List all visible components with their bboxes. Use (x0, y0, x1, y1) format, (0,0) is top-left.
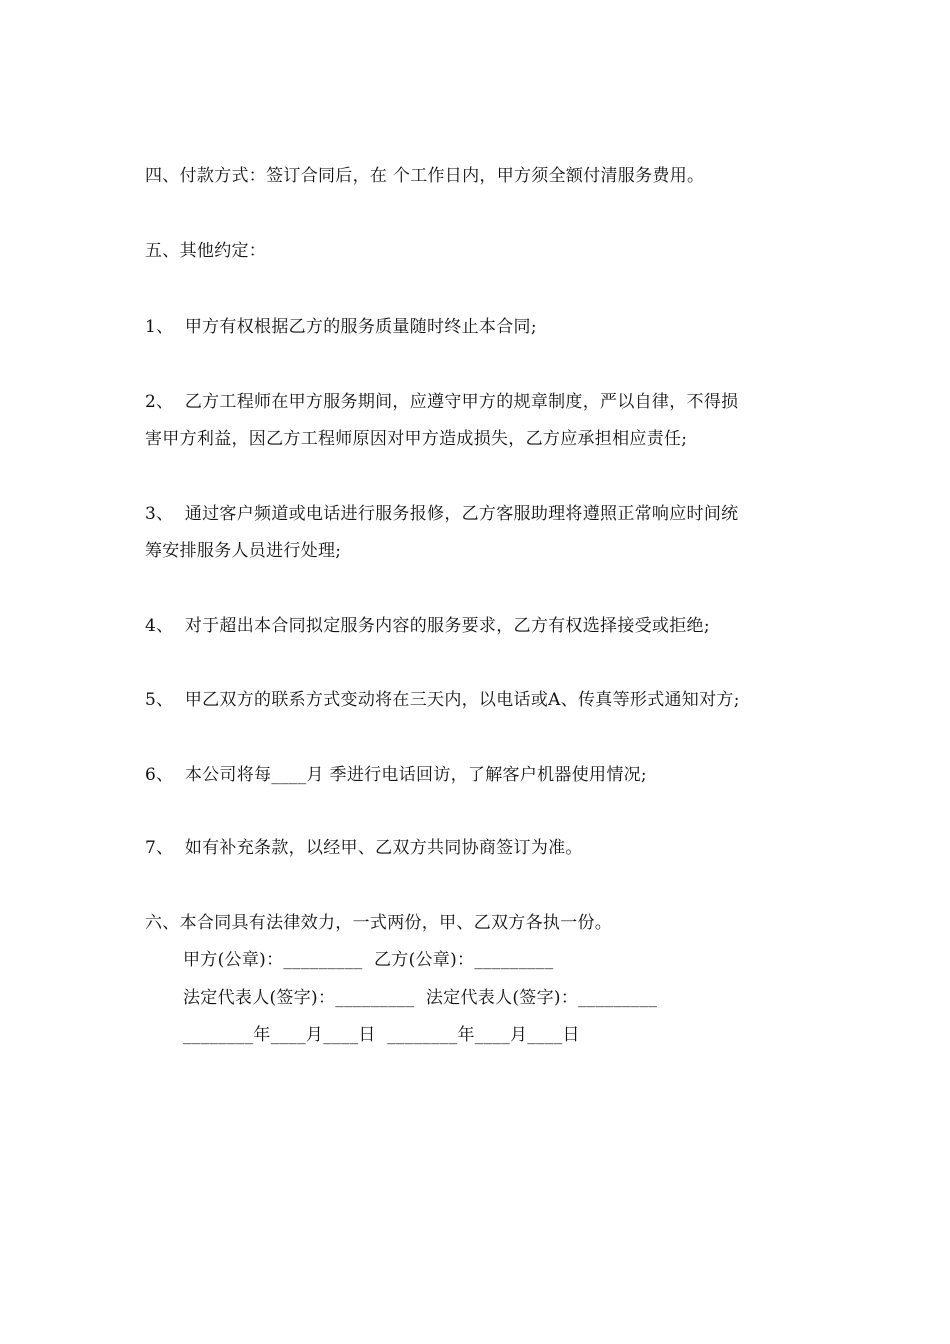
payment-clause: 四、付款方式：签订合同后，在 个工作日内，甲方须全额付清服务费用。 (145, 166, 705, 186)
term-item-7: 7、 如有补充条款，以经甲、乙双方共同协商签订为准。 (145, 838, 583, 858)
term-item-4: 4、 对于超出本合同拟定服务内容的服务要求，乙方有权选择接受或拒绝; (145, 616, 710, 636)
term-item-6: 6、 本公司将每____月 季进行电话回访，了解客户机器使用情况; (145, 765, 647, 785)
representative-signature-line: 法定代表人(签字)：_________ 法定代表人(签字)：_________ (183, 988, 658, 1008)
validity-clause: 六、本合同具有法律效力，一式两份，甲、乙双方各执一份。 (145, 913, 613, 933)
term-item-1: 1、 甲方有权根据乙方的服务质量随时终止本合同; (145, 317, 537, 337)
term-item-2-line-1: 2、 乙方工程师在甲方服务期间，应遵守甲方的规章制度，严以自律，不得损 (145, 392, 739, 412)
other-terms-heading: 五、其他约定： (145, 241, 267, 261)
signing-date-line: ________年____月____日 ________年____月____日 (183, 1025, 580, 1045)
term-item-3-line-1: 3、 通过客户频道或电话进行服务报修，乙方客服助理将遵照正常响应时间统 (145, 504, 739, 524)
term-item-3-line-2: 筹安排服务人员进行处理; (145, 541, 342, 561)
term-item-2-line-2: 害甲方利益，因乙方工程师原因对甲方造成损失，乙方应承担相应责任; (145, 429, 688, 449)
seal-signature-line: 甲方(公章)：_________ 乙方(公章)：_________ (183, 950, 554, 970)
term-item-5: 5、 甲乙双方的联系方式变动将在三天内，以电话或A、传真等形式通知对方; (145, 690, 740, 710)
